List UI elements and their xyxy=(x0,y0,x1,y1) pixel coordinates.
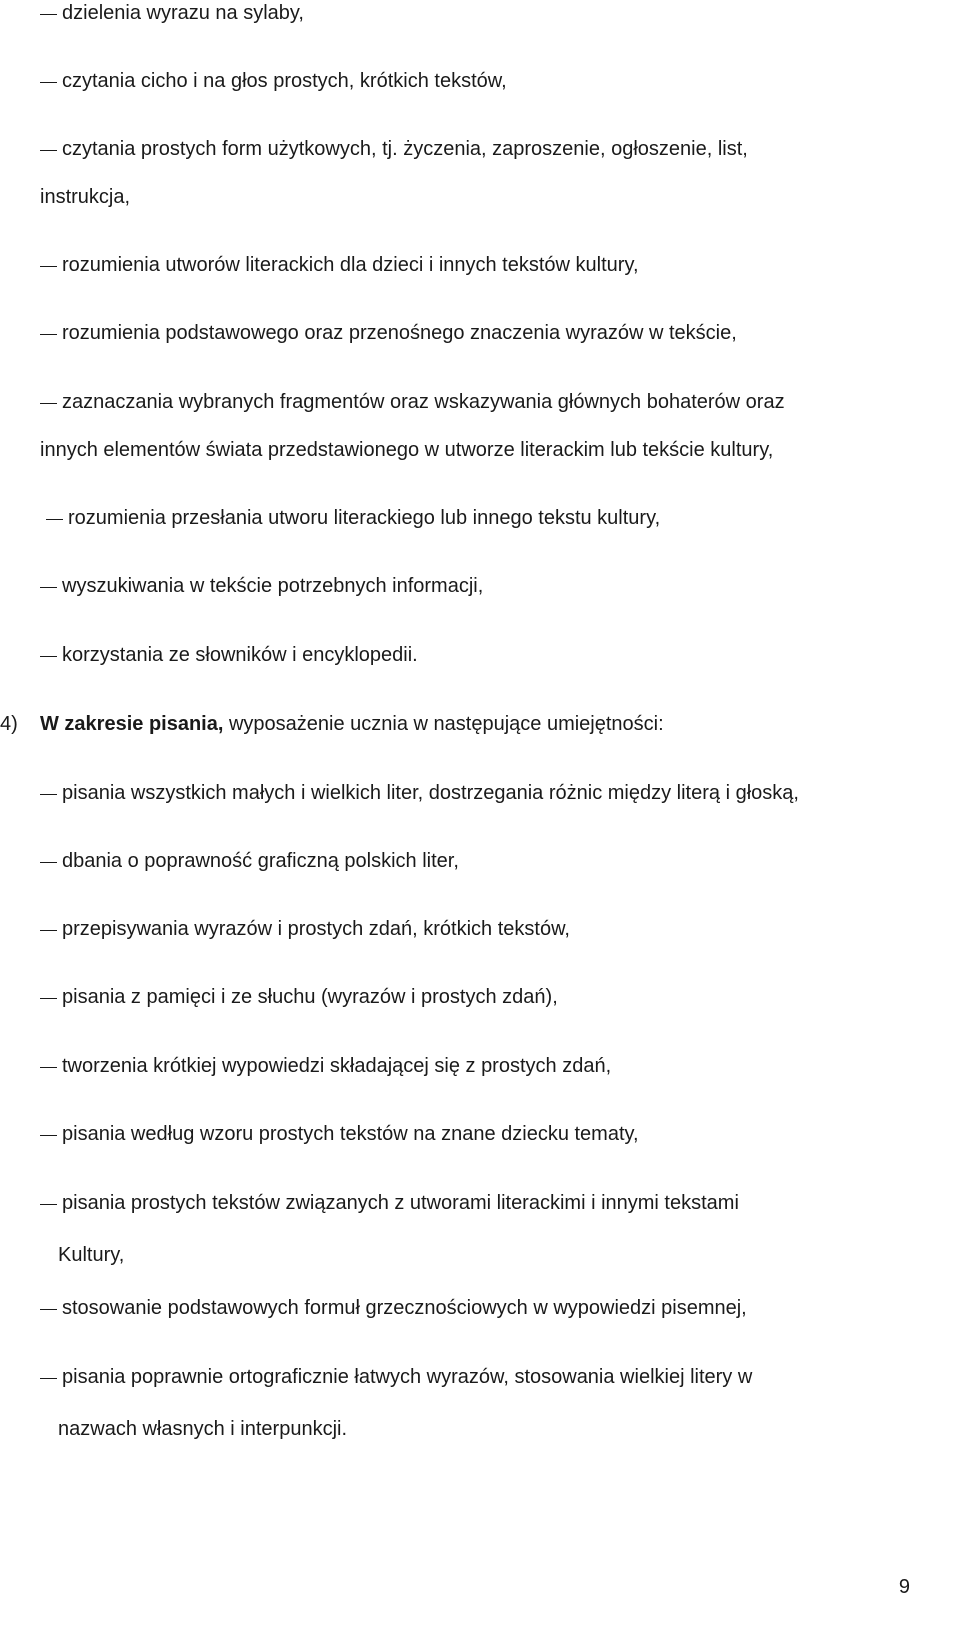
section-heading xyxy=(0,711,664,737)
list-item-continuation: instrukcja, xyxy=(40,186,131,208)
list-item: rozumienia utworów literackich dla dzieci i innych tekstów kultury, xyxy=(40,252,639,278)
list-item: pisania poprawnie ortograficznie łatwych wyrazów, stosowania wielkiej litery w xyxy=(40,1364,752,1390)
list-item-continuation: nazwach własnych i interpunkcji. xyxy=(58,1418,348,1440)
list-item: stosowanie podstawowych formuł grzecznościowych w wypowiedzi pisemnej, xyxy=(40,1295,747,1321)
list-item: pisania wszystkich małych i wielkich liter, dostrzegania różnic między literą i głoską, xyxy=(40,780,799,806)
list-item-continuation: innych elementów świata przedstawionego w utworze literackim lub tekście kultury, xyxy=(40,439,774,461)
list-item: wyszukiwania w tekście potrzebnych informacji, xyxy=(40,573,483,599)
list-item-continuation: Kultury, xyxy=(58,1244,125,1266)
list-item: czytania cicho i na głos prostych, krótkich tekstów, xyxy=(40,68,507,94)
list-item: zaznaczania wybranych fragmentów oraz wskazywania głównych bohaterów oraz xyxy=(40,389,785,415)
list-item: korzystania ze słowników i encyklopedii. xyxy=(40,642,418,668)
section-number: 4) xyxy=(0,713,18,735)
list-item: czytania prostych form użytkowych, tj. życzenia, zaproszenie, ogłoszenie, list, xyxy=(40,136,748,162)
list-item: przepisywania wyrazów i prostych zdań, krótkich tekstów, xyxy=(40,916,570,942)
section-title: W zakresie pisania, xyxy=(40,713,224,735)
list-item: pisania prostych tekstów związanych z utworami literackimi i innymi tekstami xyxy=(40,1190,739,1216)
list-item: rozumienia przesłania utworu literackiego lub innego tekstu kultury, xyxy=(46,505,660,531)
list-item: rozumienia podstawowego oraz przenośnego znaczenia wyrazów w tekście, xyxy=(40,320,737,346)
page-number: 9 xyxy=(898,1576,910,1598)
list-item: pisania z pamięci i ze słuchu (wyrazów i prostych zdań), xyxy=(40,984,558,1010)
list-item: tworzenia krótkiej wypowiedzi składającej się z prostych zdań, xyxy=(40,1053,611,1079)
list-item: dbania o poprawność graficzną polskich liter, xyxy=(40,848,459,874)
list-item: pisania według wzoru prostych tekstów na znane dziecku tematy, xyxy=(40,1121,639,1147)
section-description: wyposażenie ucznia w następujące umiejętności: xyxy=(223,713,664,735)
list-item: dzielenia wyrazu na sylaby, xyxy=(40,0,304,26)
